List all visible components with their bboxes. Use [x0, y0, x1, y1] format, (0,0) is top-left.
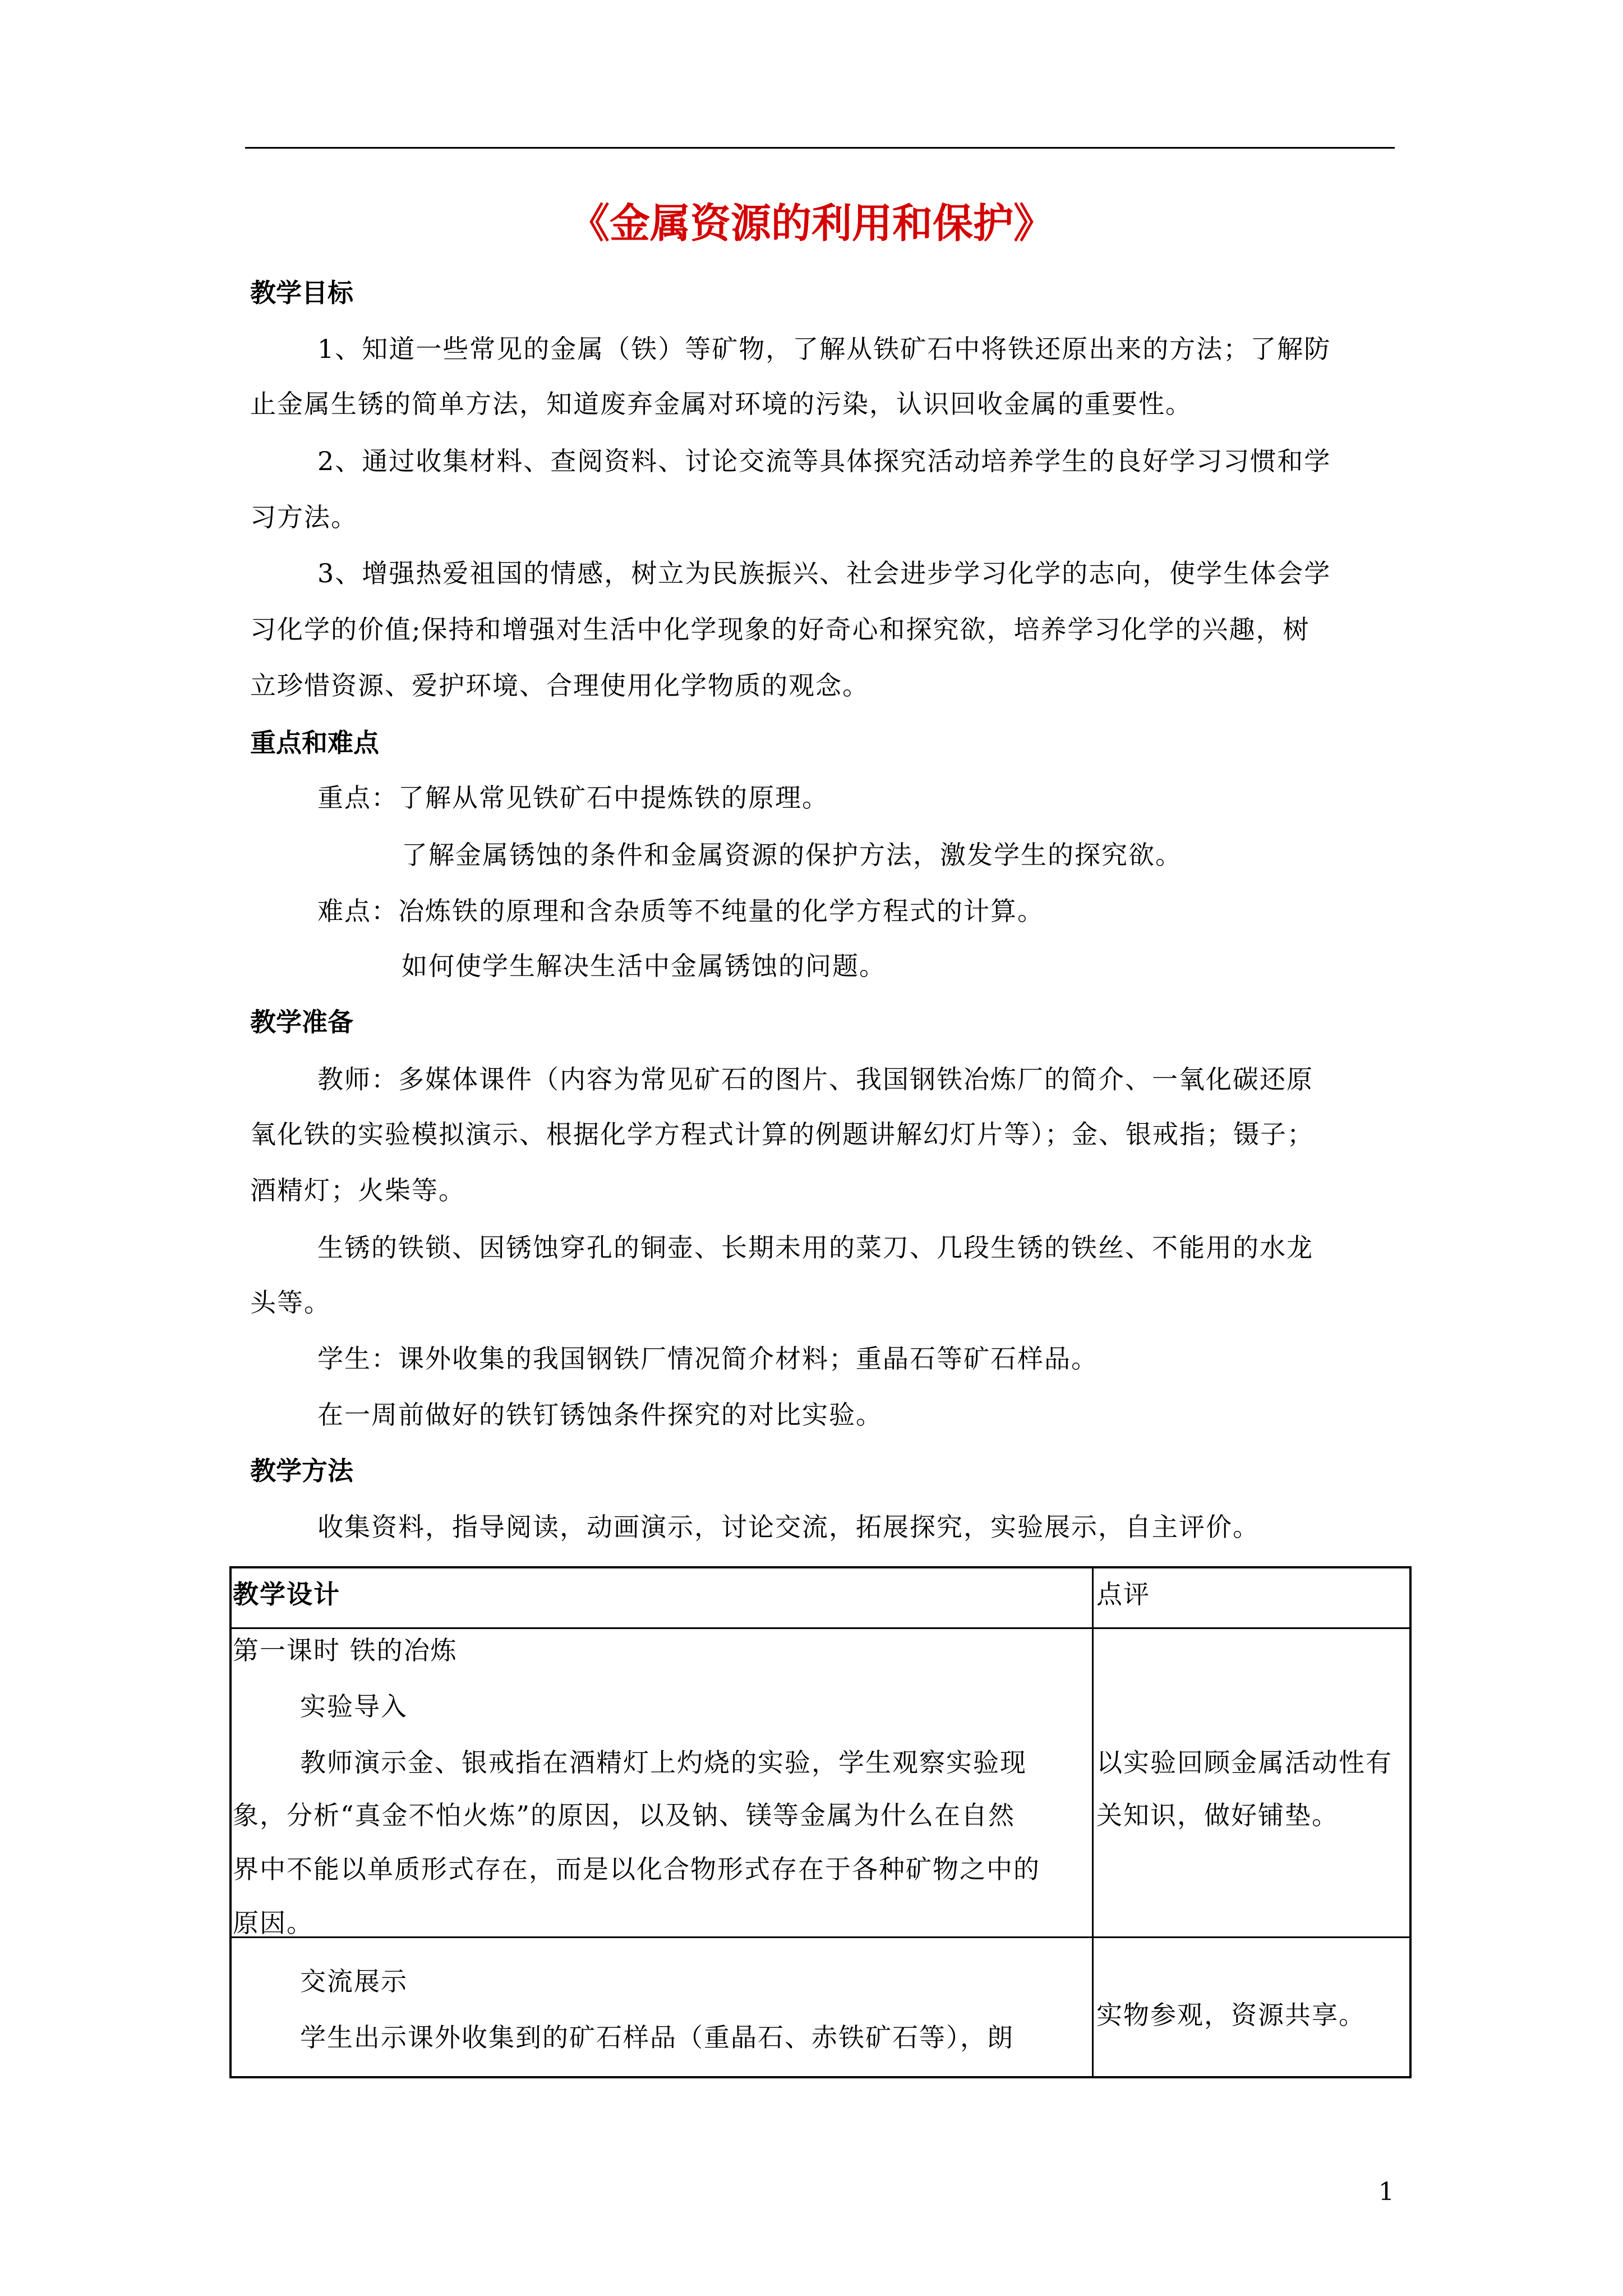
key-point-1: 重点：了解从常见铁矿石中提炼铁的原理。: [317, 783, 829, 813]
row2-line-1: 交流展示: [300, 1966, 408, 1996]
row2-comment: 实物参观，资源共享。: [1096, 2000, 1366, 2030]
prep-line-6: 学生：课外收集的我国钢铁厂情况简介材料；重晶石等矿石样品。: [317, 1343, 1098, 1374]
header-rule: [245, 147, 1395, 149]
objectives-heading: 教学目标: [250, 278, 353, 308]
key-heading: 重点和难点: [250, 728, 379, 758]
prep-line-7: 在一周前做好的铁钉锈蚀条件探究的对比实验。: [317, 1400, 883, 1430]
table-border-right: [1409, 1566, 1412, 2078]
row2-line-2: 学生出示课外收集到的矿石样品（重晶石、赤铁矿石等），朗: [300, 2022, 1014, 2053]
objective-3-line-3: 立珍惜资源、爱护环境、合理使用化学物质的观念。: [250, 670, 869, 701]
prep-line-1: 教师：多媒体课件（内容为常见矿石的图片、我国钢铁冶炼厂的简介、一氧化碳还原: [317, 1064, 1313, 1094]
row1-line-3: 教师演示金、银戒指在酒精灯上灼烧的实验，学生观察实验现: [300, 1747, 1027, 1778]
prep-line-3: 酒精灯；火柴等。: [250, 1175, 465, 1205]
objective-3-line-1: 3、增强热爱祖国的情感，树立为民族振兴、社会进步学习化学的志向，使学生体会学: [317, 558, 1331, 588]
document-title: 《金属资源的利用和保护》: [569, 199, 1054, 247]
objective-2-line-1: 2、通过收集材料、查阅资料、讨论交流等具体探究活动培养学生的良好学习习惯和学: [317, 446, 1331, 476]
row1-line-4: 象，分析“真金不怕火炼”的原因，以及钠、镁等金属为什么在自然: [233, 1800, 1016, 1830]
difficulty-2: 如何使学生解决生活中金属锈蚀的问题。: [402, 951, 886, 981]
table-row-divider: [229, 1627, 1412, 1629]
row1-comment-line-2: 关知识，做好铺垫。: [1096, 1800, 1339, 1830]
prep-line-4: 生锈的铁锁、因锈蚀穿孔的铜壶、长期未用的菜刀、几段生锈的铁丝、不能用的水龙: [317, 1232, 1313, 1263]
prep-line-5: 头等。: [250, 1287, 331, 1318]
table-header-design: 教学设计: [233, 1579, 340, 1609]
objective-3-line-2: 习化学的价值;保持和增强对生活中化学现象的好奇心和探究欲，培养学习化学的兴趣，树: [250, 614, 1310, 645]
row1-comment-line-1: 以实验回顾金属活动性有: [1096, 1747, 1393, 1778]
table-header-comment: 点评: [1096, 1579, 1150, 1609]
method-heading: 教学方法: [250, 1456, 353, 1486]
lesson-design-table: [229, 1566, 1412, 2078]
table-border-bottom: [229, 2076, 1412, 2078]
table-border-left: [229, 1566, 232, 2078]
row1-line-6: 原因。: [233, 1908, 313, 1938]
prep-line-2: 氧化铁的实验模拟演示、根据化学方程式计算的例题讲解幻灯片等）；金、银戒指；镊子；: [250, 1119, 1314, 1149]
row1-line-2: 实验导入: [300, 1691, 408, 1722]
objective-1-line-2: 止金属生锈的简单方法，知道废弃金属对环境的污染，认识回收金属的重要性。: [250, 389, 1192, 419]
table-row-divider: [229, 1936, 1412, 1938]
table-column-divider: [1092, 1566, 1094, 2078]
page-number: 1: [1378, 2178, 1394, 2206]
objective-2-line-2: 习方法。: [250, 502, 358, 532]
prep-heading: 教学准备: [250, 1007, 353, 1037]
objective-1-line-1: 1、知道一些常见的金属（铁）等矿物，了解从铁矿石中将铁还原出来的方法；了解防: [317, 334, 1331, 364]
row1-line-1: 第一课时 铁的冶炼: [233, 1635, 458, 1665]
row1-line-5: 界中不能以单质形式存在，而是以化合物形式存在于各种矿物之中的: [233, 1854, 1040, 1884]
table-border-top: [229, 1566, 1412, 1568]
key-point-2: 了解金属锈蚀的条件和金属资源的保护方法，激发学生的探究欲。: [402, 840, 1182, 870]
method-text: 收集资料，指导阅读，动画演示，讨论交流，拓展探究，实验展示，自主评价。: [317, 1512, 1260, 1542]
difficulty-1: 难点：冶炼铁的原理和含杂质等不纯量的化学方程式的计算。: [317, 896, 1044, 926]
